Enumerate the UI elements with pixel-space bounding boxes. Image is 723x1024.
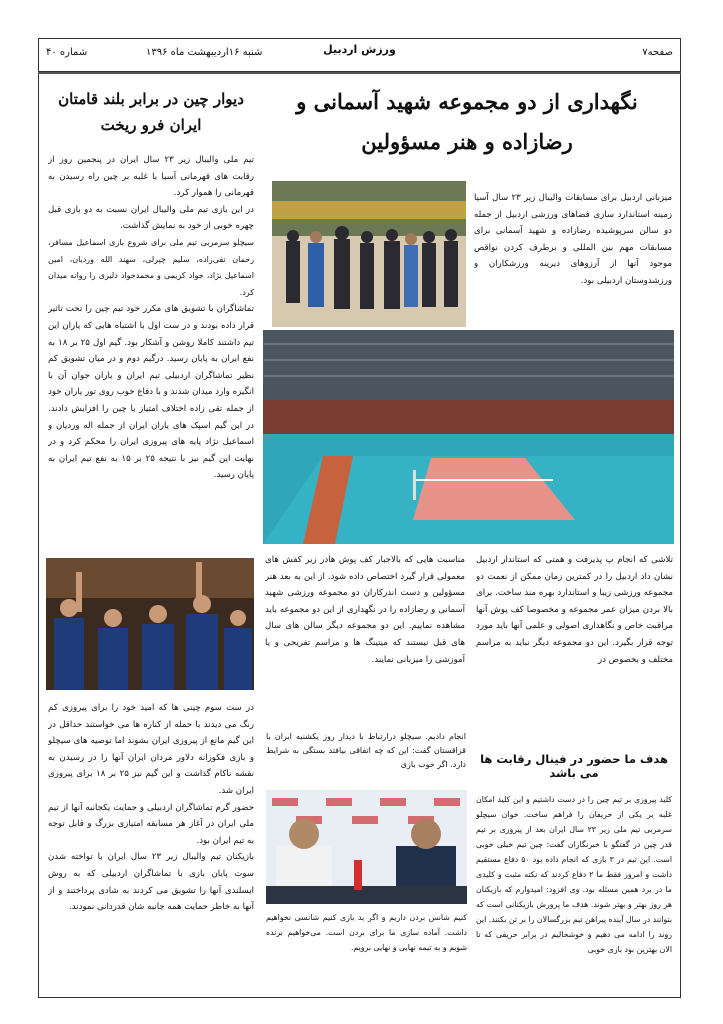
- press-conference-photo: [266, 790, 467, 904]
- page-header: [38, 38, 681, 72]
- side-article-paragraph: تماشاگران با تشویق های مکرر خود تیم چین را تحت تاثیر قرار داده بودند و در ست اول با اشتباه هایی که یاران این تیم داشتند کاملا روشن و آشکار بود. گیم اول ۲۵ بر ۱۸ به نفع ایران به پایان رسید. درگیم دوم و در میان تشویق کم نظیر تماشاگران اردبیلی تیم ایران و یاران جوان آن با انگیزه وارد میدان شدند و با دفاع خوب روی تور یاران خود از جمله تقی زاده اختلاف امتیاز با چین را افزایش دادند. در این گیم اسپک های یاران ایران از جمله اله وردیان و اسماعیل نژاد پایه های پیروزی ایران را محکم کرد و در نهایت این گیم نیز با نتیجه ۲۵ بر ۱۵ به نفع تیم ایران به پایان رسید.: [48, 304, 254, 481]
- officials-photo: [272, 181, 466, 327]
- issue-date: شنبه ۱۶اردیبهشت ماه ۱۳۹۶: [146, 47, 263, 58]
- side-article-paragraph: حضور گرم تماشاگران اردبیلی و حمایت یکجانبه آنها از تیم ملی ایران در آغاز هر مسابقه امتیازی بزرگ و قابل توجه به تیم ایران بود.: [48, 802, 254, 846]
- final-article-bottom: کنیم شانس بردن داریم و اگر بد بازی کنیم شانسی نخواهیم داشت. آماده سازی ما برای بردن است. می‌خواهیم برنده شویم و به تیمه نهایی و نهایی برویم.: [266, 913, 467, 952]
- final-article-top: انجام دادیم. سیچلو درارتباط با دیدار روز یکشنبه ایران با قزاقستان گفت: این که چه اتفاقی بیافتد بستگی به شرایط دارد. اگر خوب بازی: [266, 732, 466, 769]
- issue-number: شماره ۴۰: [46, 47, 88, 58]
- side-headline: دیوار چین در برابر بلند قامتان ایران فرو ریخت: [58, 90, 244, 134]
- page-number: صفحه۷: [642, 47, 673, 58]
- side-article-paragraph: بازیکنان تیم والیبال زیر ۲۳ سال ایران با تواخته شدن سوت پایان بازی با تماشاگران اردبیلی که به روش ایسلندی آنها را تشویق می کردند به شادی پرداختند و از آنها به خاطر حمایت همه جانبه شان قدردانی نمودند.: [48, 852, 254, 913]
- players-photo: [46, 558, 254, 690]
- side-article-continued: [48, 700, 254, 968]
- section-name: ورزش اردبیل: [323, 43, 396, 56]
- side-article-paragraph: تیم ملی والیبال زیر ۲۳ سال ایران در پنجمین روز از رقابت های قهرمانی آسیا با غلبه بر چین راه رسیدن به قهرمانی را هموار کرد.: [48, 155, 254, 199]
- main-article-intro: میزبانی اردبیل برای مسابقات والیبال زیر ۲۳ سال آسیا زمینه استاندارد سازی فضاهای ورزشی اردبیل از جمله دو سالن سرپوشیده رضازاده و شهید آسمانی برای مسابقات مهم بین المللی و برطرف کردن نواقص موجود آنها از آرزوهای دیرینه ورزشکاران و ورزشدوستان اردبیلی بود.: [474, 193, 672, 286]
- main-headline: نگهداری از دو مجموعه شهید آسمانی و رضازاده و هنر مسؤولین: [296, 89, 638, 154]
- final-article-body: کلید پیروزی بر تیم چین را در دست داشتیم و این کلید امکان غلبه بر یکی از حریفان را فراهم ساخت. خوان سیچلو سرمربی تیم ملی زیر ۲۳ سال ایران بعد از پیروزی بر تیم قدر چین در گفتگو با خبرنگاران گفت: چین تیم خیلی خوبی است. این تیم در ۳ بازی که انجام داده بود ۵۰ دفاع مستقیم داشت و امروز فقط ما ۲ دفاع کردند که نکته مثبت و کلیدی ما در برد همین مسئله بود. وی افزود: امیدوارم که بازیکنان هر روز بهتر و بهتر شوند. هدف ما پرورش بازیکنانی است که بتوانند در سال آینده پیراهن تیم بزرگسالان را بر تن بکنند. این روند را ادامه می دهیم و خوشحالیم در برابر حریفی که تا الان بهترین بود بازی خوبی: [476, 795, 672, 954]
- side-article-body: [48, 152, 254, 554]
- side-article-paragraph: سیچلو سرمربی تیم ملی برای شروع بازی اسماعیل مسافر، رحمان تقی‌زاده، سلیم چپرلی، سهند الله وردیان، امین اسماعیل نژاد، جواد کریمی و محمدجواد دلیری را روانه میدان کرد.: [48, 237, 254, 297]
- main-article-col-left: مناسبت هایی که بالاجبار کف پوش هادر زیر کفش های معمولی قرار گیرد اختصاص داده شود. از این به بعد هنر مسؤولین و دست اندرکاران دو مجموعه ورزشی شهید آسمانی و رضازاده را در نگهداری از این دو مجموعه باید مشاهده نماییم. این دو مجموعه دیگر سالن های سال های قبل نیستند که میتینگ ها و مراسم تفریحی و یا آموزشی را میزبانی نمایند.: [265, 555, 465, 665]
- main-article-col-right: تلاشی که انجام پ پذیرفت و همتی که استاندار اردبیل نشان داد اردبیل را در کمترین زمان ممکن از نعمت دو مجموعه ورزشی زیبا و استاندارد بهره مند ساخت. برای بالا بردن میزان عمر مجموعه و مخصوصا کف پوش آنها مراقبت خاص و نگاهداری اصولی و علمی آنها باید مورد توجه قرار بگیرد. این دو مجموعه دیگر نباید به مراسم مختلف و بخصوص در: [476, 555, 673, 665]
- arena-photo: [263, 330, 674, 544]
- header-rule: [38, 72, 681, 74]
- final-article-headline: هدف ما حضور در فینال رقابت ها می باشد: [480, 752, 668, 780]
- side-article-paragraph: در ست سوم چینی ها که امید خود را برای پیروزی کم رنگ می دیدند با حمله از کناره ها می خواستند حداقل در این گیم مانع از پیروزی ایران بشوند اما توصیه های سیچلو و بازی فکورانه دلاور مردان ایران آنها را در رسیدن به نقشه ناکام گذاشت و این گیم نیز ۲۵ بر ۱۸ برای پیروزی ایران شد.: [48, 703, 254, 796]
- side-article-paragraph: در این بازی تیم ملی والیبال ایران نسبت به دو بازی قبل چهره خوبی از خود به نمایش گذاشت.: [48, 204, 254, 232]
